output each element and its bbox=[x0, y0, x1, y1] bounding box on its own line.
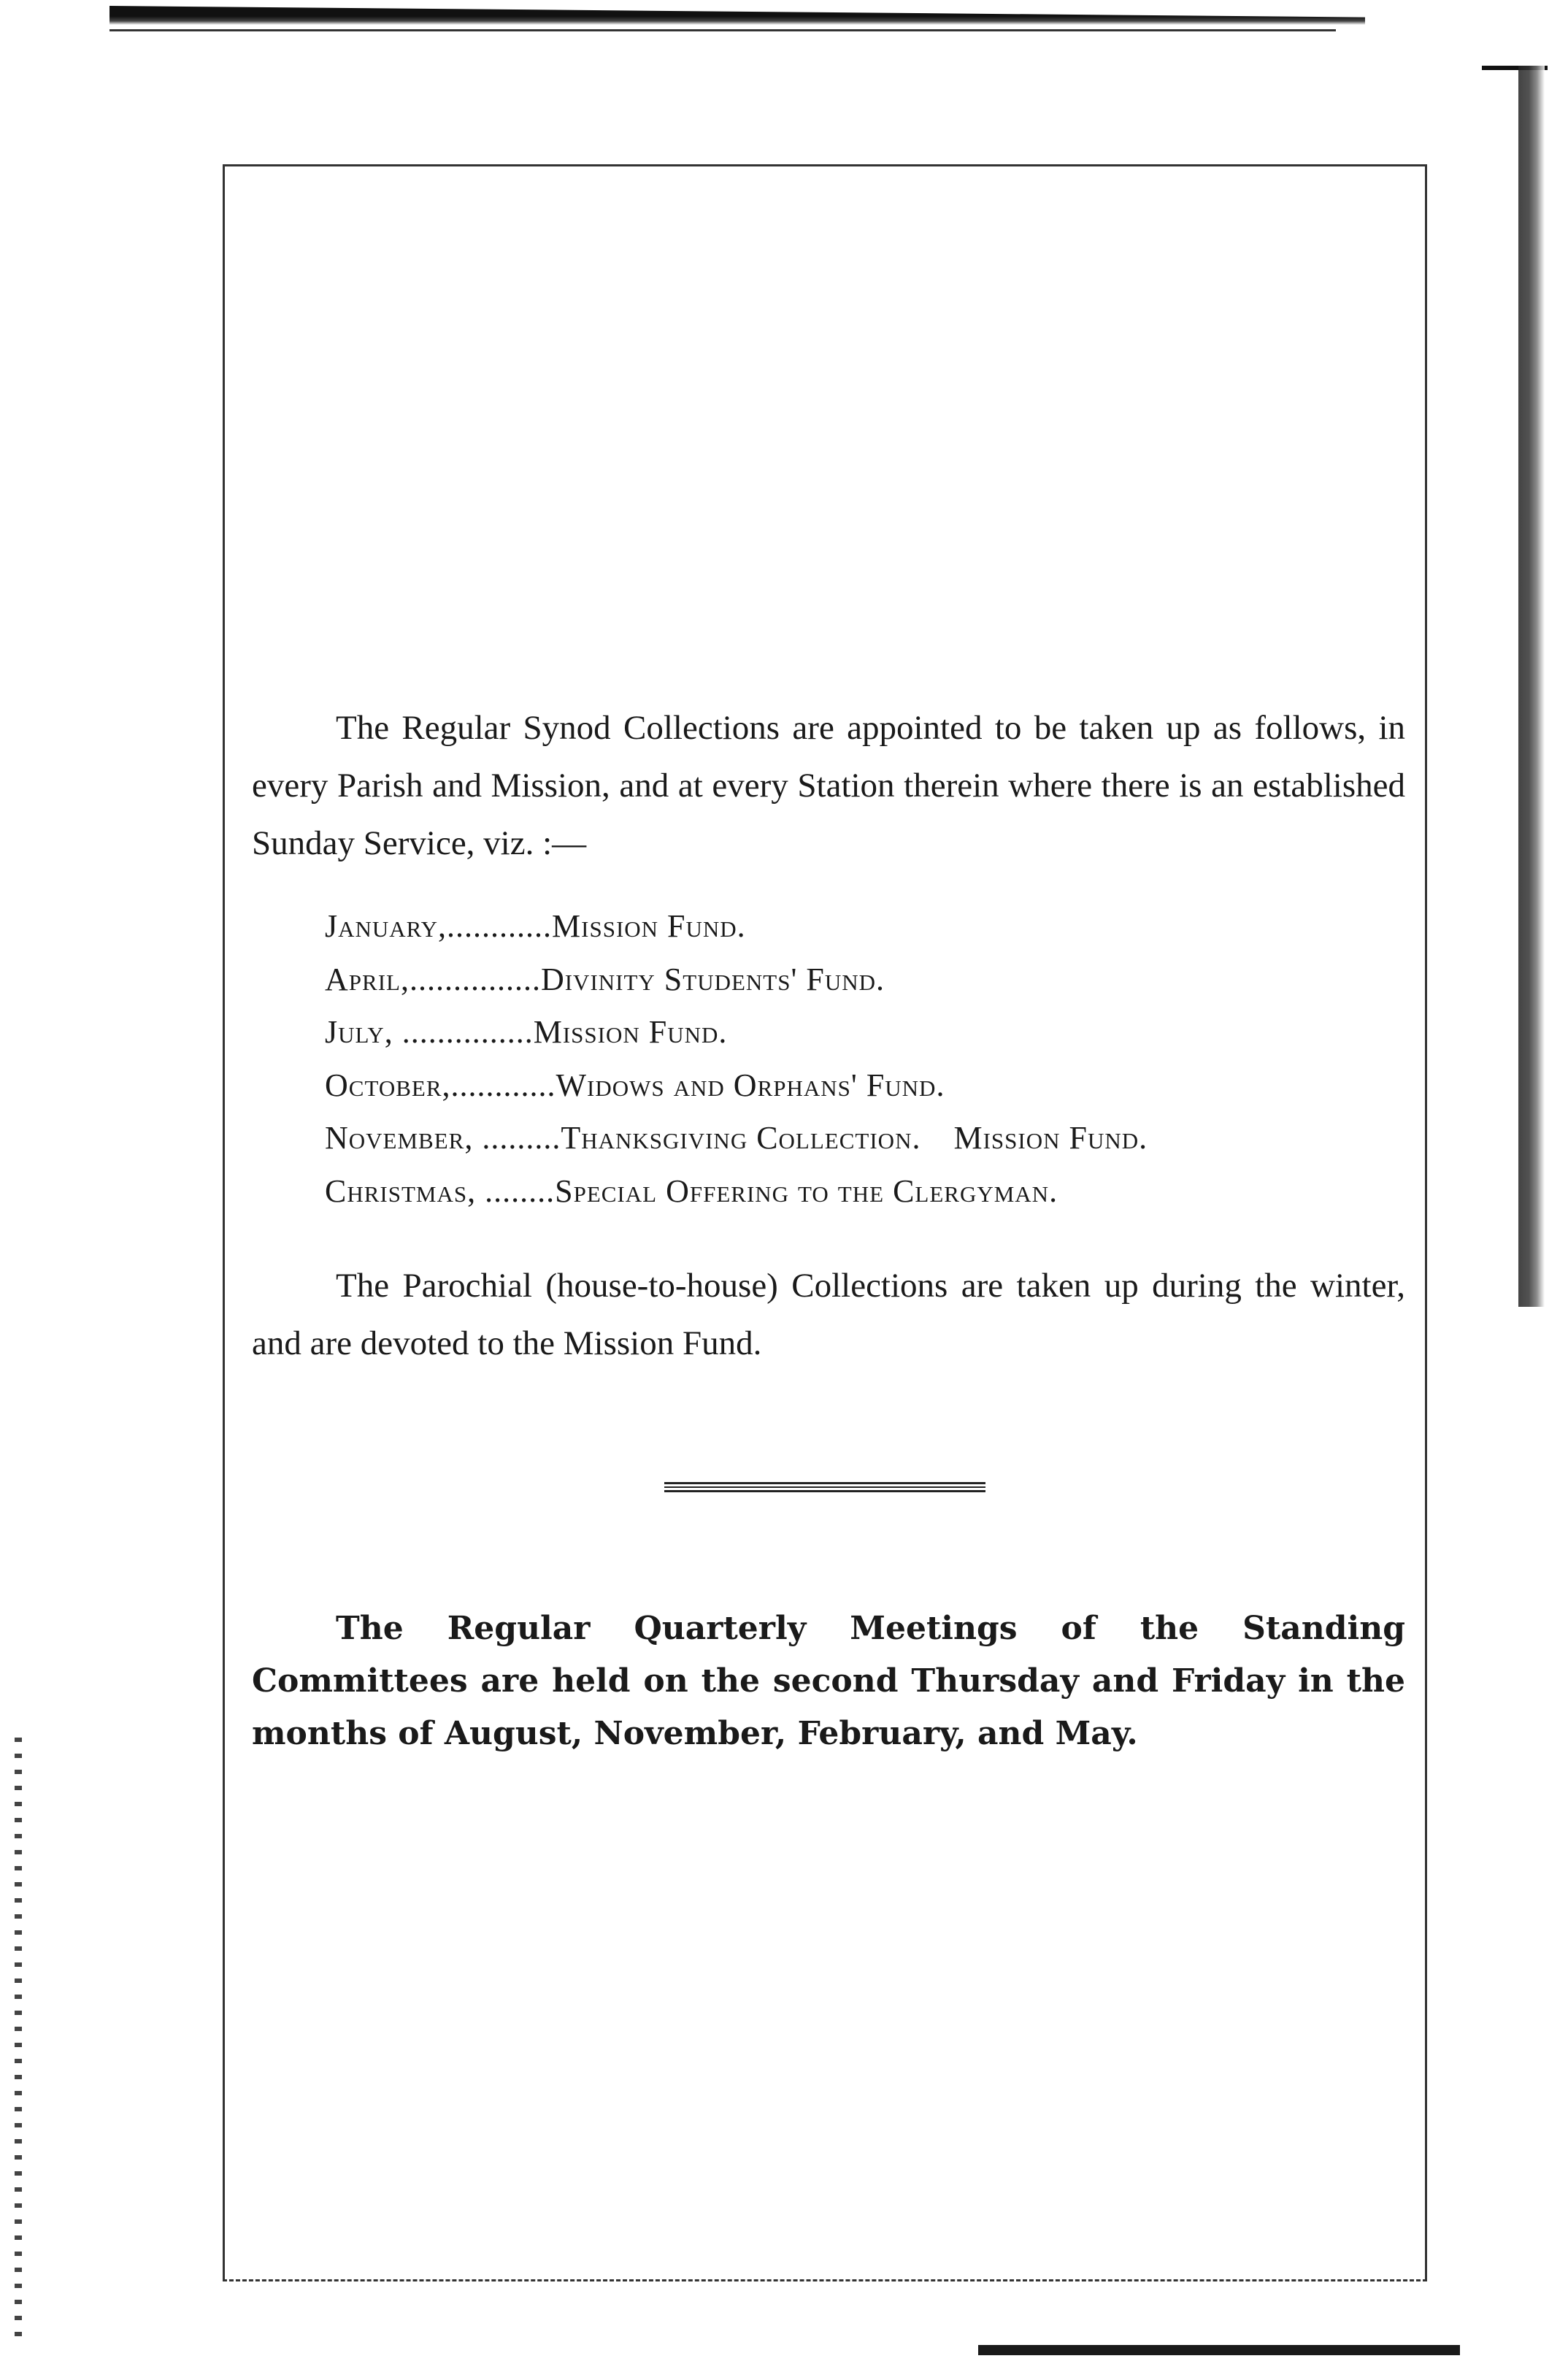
schedule-row-january: January,............Mission Fund. bbox=[325, 908, 746, 944]
schedule-row-november: November, .........Thanksgiving Collection. Mission Fund. bbox=[325, 1120, 1148, 1156]
schedule-row-april: April,...............Divinity Students' Fund. bbox=[325, 961, 885, 997]
parochial-collections-paragraph: The Parochial (house-to-house) Collections are taken up during the winter, and are devoted to the Mission Fund. bbox=[252, 1267, 1405, 1362]
schedule-row-october: October,............Widows and Orphans' Fund. bbox=[325, 1067, 945, 1103]
scan-edge-bottom bbox=[978, 2345, 1460, 2355]
schedule-row-christmas: Christmas, ........Special Offering to the Clergyman. bbox=[325, 1172, 1058, 1209]
section-divider bbox=[664, 1482, 985, 1492]
scan-edge-top-line bbox=[109, 29, 1336, 31]
collections-intro-paragraph: The Regular Synod Collections are appointed to be taken up as follows, in every Parish and Mission, and at every Station therein where there is an established Sunday Service, viz. :— bbox=[252, 709, 1405, 862]
page-border bbox=[223, 164, 1427, 2281]
scan-edge-right bbox=[1518, 66, 1545, 1307]
section-divider-middle-rule bbox=[664, 1486, 985, 1488]
scan-edge-top bbox=[109, 6, 1365, 25]
schedule-row-july: July, ...............Mission Fund. bbox=[325, 1014, 728, 1050]
collections-schedule bbox=[325, 900, 1420, 1218]
scan-edge-left-marks bbox=[15, 1738, 22, 2336]
quarterly-meetings-paragraph: The Regular Quarterly Meetings of the Standing Committees are held on the second Thursday and Friday in the months of August, November, February, and May. bbox=[252, 1610, 1405, 1752]
